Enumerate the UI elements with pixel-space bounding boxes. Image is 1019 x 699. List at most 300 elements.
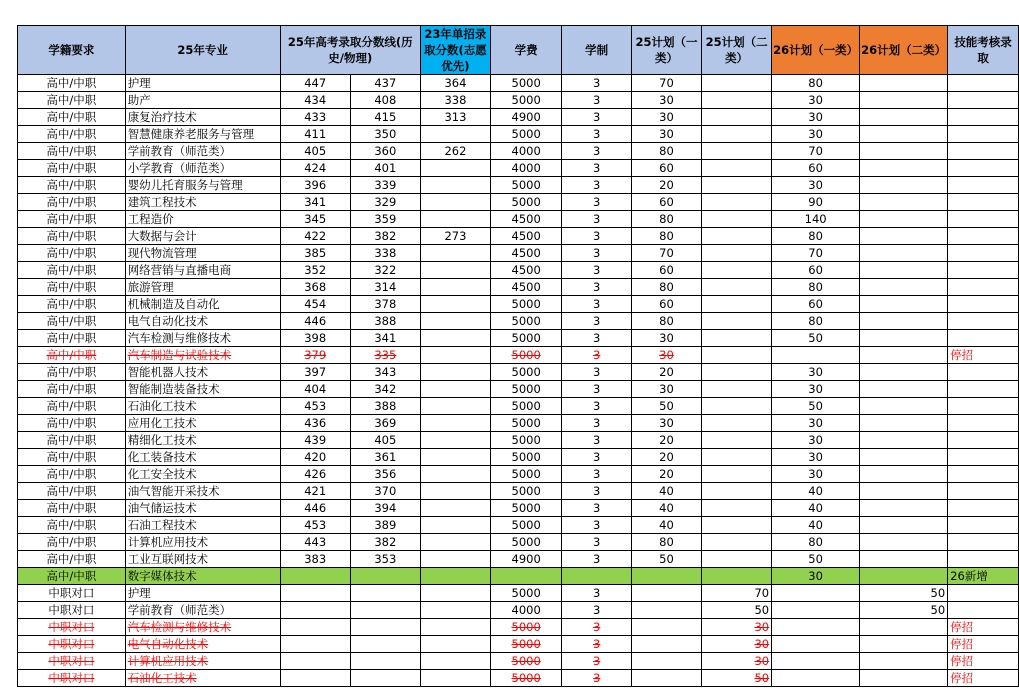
cell-skill-note[interactable] [948,551,1019,568]
cell-plan25-1[interactable]: 80 [631,228,701,245]
cell-skill-note[interactable] [948,296,1019,313]
cell-requirement[interactable]: 中职对口 [18,585,126,602]
cell-score-history[interactable]: 385 [280,245,350,262]
cell-score-physics[interactable]: 314 [350,279,420,296]
cell-major[interactable]: 应用化工技术 [125,415,280,432]
cell-major[interactable]: 汽车制造与试验技术 [125,347,280,364]
cell-duration[interactable]: 3 [562,364,632,381]
cell-score-history[interactable]: 396 [280,177,350,194]
cell-major[interactable]: 现代物流管理 [125,245,280,262]
cell-score-history[interactable]: 446 [280,500,350,517]
cell-plan26-2[interactable] [860,177,948,194]
cell-plan26-2[interactable] [860,160,948,177]
cell-plan26-1[interactable] [772,653,860,670]
cell-single-recruit[interactable]: 364 [420,75,490,92]
cell-plan26-1[interactable] [772,585,860,602]
cell-plan26-1[interactable] [772,636,860,653]
cell-score-physics[interactable]: 437 [350,75,420,92]
cell-plan26-2[interactable] [860,364,948,381]
cell-score-physics[interactable]: 361 [350,449,420,466]
cell-skill-note[interactable]: 停招 [948,636,1019,653]
cell-plan26-2[interactable] [860,517,948,534]
cell-duration[interactable]: 3 [562,653,632,670]
cell-tuition[interactable]: 4500 [490,211,561,228]
cell-plan26-1[interactable]: 60 [772,262,860,279]
cell-plan26-2[interactable] [860,483,948,500]
cell-plan26-1[interactable]: 80 [772,534,860,551]
cell-score-physics[interactable]: 382 [350,534,420,551]
cell-major[interactable]: 旅游管理 [125,279,280,296]
cell-tuition[interactable]: 5000 [490,619,561,636]
cell-major[interactable]: 智慧健康养老服务与管理 [125,126,280,143]
cell-skill-note[interactable] [948,194,1019,211]
cell-major[interactable]: 计算机应用技术 [125,653,280,670]
cell-plan25-1[interactable]: 50 [631,551,701,568]
cell-major[interactable]: 汽车检测与维修技术 [125,330,280,347]
cell-tuition[interactable]: 5000 [490,466,561,483]
cell-score-history[interactable] [280,670,350,687]
cell-tuition[interactable]: 5000 [490,415,561,432]
cell-score-history[interactable]: 433 [280,109,350,126]
cell-score-history[interactable]: 421 [280,483,350,500]
cell-plan25-2[interactable] [702,449,772,466]
cell-tuition[interactable]: 5000 [490,126,561,143]
cell-plan26-1[interactable]: 40 [772,517,860,534]
cell-score-physics[interactable]: 339 [350,177,420,194]
cell-plan25-2[interactable] [702,92,772,109]
cell-plan26-1[interactable] [772,670,860,687]
cell-score-physics[interactable]: 343 [350,364,420,381]
cell-duration[interactable]: 3 [562,143,632,160]
cell-score-physics[interactable]: 342 [350,381,420,398]
cell-requirement[interactable]: 高中/中职 [18,296,126,313]
cell-major[interactable]: 护理 [125,585,280,602]
cell-score-history[interactable]: 426 [280,466,350,483]
cell-duration[interactable]: 3 [562,177,632,194]
cell-plan25-1[interactable]: 20 [631,466,701,483]
cell-plan26-2[interactable] [860,75,948,92]
cell-score-history[interactable]: 379 [280,347,350,364]
cell-plan26-1[interactable]: 30 [772,415,860,432]
cell-plan26-2[interactable] [860,534,948,551]
cell-requirement[interactable]: 高中/中职 [18,568,126,585]
cell-plan25-1[interactable]: 60 [631,262,701,279]
cell-single-recruit[interactable] [420,194,490,211]
cell-plan25-1[interactable]: 20 [631,449,701,466]
cell-plan26-2[interactable] [860,245,948,262]
cell-plan26-2[interactable] [860,109,948,126]
cell-plan25-1[interactable]: 20 [631,364,701,381]
cell-duration[interactable]: 3 [562,432,632,449]
header-student-requirement[interactable]: 学籍要求 [18,26,126,75]
cell-plan26-2[interactable] [860,636,948,653]
cell-plan25-1[interactable]: 30 [631,347,701,364]
cell-requirement[interactable]: 高中/中职 [18,92,126,109]
cell-major[interactable]: 智能机器人技术 [125,364,280,381]
cell-plan25-1[interactable]: 60 [631,160,701,177]
cell-score-history[interactable] [280,585,350,602]
cell-requirement[interactable]: 高中/中职 [18,483,126,500]
cell-plan25-1[interactable]: 20 [631,177,701,194]
cell-tuition[interactable]: 4500 [490,262,561,279]
cell-plan25-2[interactable] [702,330,772,347]
cell-plan26-1[interactable]: 50 [772,398,860,415]
cell-plan25-1[interactable]: 30 [631,126,701,143]
cell-single-recruit[interactable] [420,432,490,449]
cell-skill-note[interactable] [948,517,1019,534]
cell-duration[interactable]: 3 [562,670,632,687]
cell-plan25-2[interactable] [702,364,772,381]
cell-skill-note[interactable] [948,466,1019,483]
cell-plan25-2[interactable] [702,245,772,262]
cell-single-recruit[interactable] [420,585,490,602]
cell-plan25-2[interactable]: 30 [702,653,772,670]
cell-tuition[interactable]: 5000 [490,364,561,381]
cell-skill-note[interactable] [948,109,1019,126]
cell-major[interactable]: 大数据与会计 [125,228,280,245]
cell-duration[interactable]: 3 [562,466,632,483]
cell-plan26-2[interactable] [860,347,948,364]
cell-plan26-2[interactable] [860,551,948,568]
cell-duration[interactable]: 3 [562,92,632,109]
cell-requirement[interactable]: 高中/中职 [18,109,126,126]
cell-score-history[interactable]: 453 [280,398,350,415]
cell-major[interactable]: 石油化工技术 [125,670,280,687]
cell-single-recruit[interactable] [420,415,490,432]
cell-requirement[interactable]: 高中/中职 [18,347,126,364]
cell-plan26-1[interactable]: 90 [772,194,860,211]
cell-tuition[interactable] [490,568,561,585]
cell-major[interactable]: 学前教育（师范类） [125,602,280,619]
cell-tuition[interactable]: 5000 [490,432,561,449]
cell-plan26-1[interactable]: 30 [772,381,860,398]
cell-duration[interactable]: 3 [562,551,632,568]
cell-score-history[interactable] [280,636,350,653]
cell-plan25-2[interactable] [702,415,772,432]
cell-plan26-2[interactable] [860,126,948,143]
cell-score-physics[interactable]: 382 [350,228,420,245]
cell-plan25-1[interactable] [631,653,701,670]
cell-plan25-1[interactable]: 80 [631,279,701,296]
cell-tuition[interactable]: 5000 [490,194,561,211]
cell-score-history[interactable] [280,568,350,585]
cell-single-recruit[interactable]: 338 [420,92,490,109]
cell-requirement[interactable]: 高中/中职 [18,398,126,415]
cell-single-recruit[interactable]: 273 [420,228,490,245]
cell-skill-note[interactable] [948,177,1019,194]
cell-tuition[interactable]: 4000 [490,160,561,177]
cell-requirement[interactable]: 高中/中职 [18,313,126,330]
cell-plan25-2[interactable]: 30 [702,636,772,653]
cell-skill-note[interactable]: 26新增 [948,568,1019,585]
cell-plan26-1[interactable]: 70 [772,245,860,262]
cell-tuition[interactable]: 5000 [490,75,561,92]
cell-requirement[interactable]: 高中/中职 [18,228,126,245]
cell-skill-note[interactable] [948,398,1019,415]
cell-single-recruit[interactable] [420,160,490,177]
cell-skill-note[interactable] [948,75,1019,92]
cell-tuition[interactable]: 4500 [490,279,561,296]
cell-single-recruit[interactable] [420,381,490,398]
cell-duration[interactable]: 3 [562,636,632,653]
cell-tuition[interactable]: 5000 [490,670,561,687]
cell-major[interactable]: 建筑工程技术 [125,194,280,211]
header-single-recruit-score[interactable]: 23年单招录取分数(志愿优先) [420,26,490,75]
cell-score-physics[interactable]: 378 [350,296,420,313]
cell-major[interactable]: 助产 [125,92,280,109]
cell-duration[interactable]: 3 [562,534,632,551]
cell-single-recruit[interactable] [420,653,490,670]
cell-score-history[interactable]: 352 [280,262,350,279]
cell-single-recruit[interactable] [420,670,490,687]
cell-plan25-2[interactable] [702,296,772,313]
cell-score-physics[interactable]: 322 [350,262,420,279]
cell-plan25-2[interactable] [702,466,772,483]
cell-duration[interactable] [562,568,632,585]
cell-single-recruit[interactable] [420,619,490,636]
cell-plan25-1[interactable]: 30 [631,330,701,347]
cell-duration[interactable]: 3 [562,109,632,126]
cell-duration[interactable]: 3 [562,585,632,602]
cell-plan25-1[interactable]: 80 [631,143,701,160]
cell-requirement[interactable]: 中职对口 [18,602,126,619]
cell-score-physics[interactable]: 359 [350,211,420,228]
cell-score-history[interactable]: 411 [280,126,350,143]
cell-skill-note[interactable] [948,279,1019,296]
cell-plan26-2[interactable] [860,279,948,296]
cell-plan25-2[interactable] [702,381,772,398]
cell-major[interactable]: 石油工程技术 [125,517,280,534]
cell-major[interactable]: 油气智能开采技术 [125,483,280,500]
cell-requirement[interactable]: 中职对口 [18,619,126,636]
cell-single-recruit[interactable] [420,262,490,279]
cell-plan25-2[interactable] [702,398,772,415]
cell-plan25-1[interactable]: 30 [631,381,701,398]
cell-score-history[interactable]: 439 [280,432,350,449]
cell-tuition[interactable]: 5000 [490,398,561,415]
cell-plan26-1[interactable]: 30 [772,177,860,194]
cell-plan26-1[interactable]: 80 [772,75,860,92]
cell-plan26-2[interactable] [860,500,948,517]
header-plan25-class1[interactable]: 25计划（一类） [631,26,701,75]
cell-plan26-1[interactable]: 30 [772,466,860,483]
header-duration[interactable]: 学制 [562,26,632,75]
cell-plan25-1[interactable]: 40 [631,500,701,517]
cell-skill-note[interactable] [948,432,1019,449]
cell-requirement[interactable]: 高中/中职 [18,364,126,381]
cell-plan25-1[interactable]: 60 [631,296,701,313]
cell-skill-note[interactable] [948,228,1019,245]
cell-tuition[interactable]: 4900 [490,551,561,568]
cell-single-recruit[interactable] [420,296,490,313]
cell-score-physics[interactable]: 370 [350,483,420,500]
cell-skill-note[interactable] [948,143,1019,160]
cell-major[interactable]: 智能制造装备技术 [125,381,280,398]
cell-single-recruit[interactable]: 262 [420,143,490,160]
cell-plan26-1[interactable]: 40 [772,500,860,517]
cell-plan25-2[interactable] [702,143,772,160]
cell-tuition[interactable]: 5000 [490,347,561,364]
cell-score-physics[interactable] [350,670,420,687]
cell-plan26-1[interactable]: 140 [772,211,860,228]
cell-major[interactable]: 计算机应用技术 [125,534,280,551]
cell-skill-note[interactable]: 停招 [948,619,1019,636]
cell-plan25-1[interactable] [631,602,701,619]
cell-requirement[interactable]: 高中/中职 [18,211,126,228]
cell-score-physics[interactable]: 401 [350,160,420,177]
cell-score-history[interactable]: 447 [280,75,350,92]
cell-score-physics[interactable]: 360 [350,143,420,160]
cell-score-history[interactable]: 443 [280,534,350,551]
cell-plan26-2[interactable] [860,262,948,279]
cell-major[interactable]: 学前教育（师范类） [125,143,280,160]
cell-requirement[interactable]: 高中/中职 [18,466,126,483]
cell-single-recruit[interactable] [420,449,490,466]
cell-skill-note[interactable]: 停招 [948,653,1019,670]
cell-skill-note[interactable]: 停招 [948,670,1019,687]
cell-duration[interactable]: 3 [562,415,632,432]
cell-plan26-1[interactable]: 80 [772,313,860,330]
cell-plan26-2[interactable] [860,313,948,330]
cell-plan26-2[interactable] [860,330,948,347]
cell-score-physics[interactable]: 329 [350,194,420,211]
cell-major[interactable]: 数字媒体技术 [125,568,280,585]
cell-major[interactable]: 小学教育（师范类） [125,160,280,177]
cell-plan25-1[interactable] [631,619,701,636]
cell-duration[interactable]: 3 [562,347,632,364]
cell-plan25-2[interactable] [702,534,772,551]
cell-plan26-2[interactable] [860,653,948,670]
cell-plan26-1[interactable]: 30 [772,449,860,466]
cell-tuition[interactable]: 5000 [490,381,561,398]
cell-single-recruit[interactable]: 313 [420,109,490,126]
cell-single-recruit[interactable] [420,636,490,653]
cell-score-physics[interactable]: 338 [350,245,420,262]
cell-requirement[interactable]: 高中/中职 [18,279,126,296]
cell-score-history[interactable]: 405 [280,143,350,160]
cell-skill-note[interactable] [948,160,1019,177]
cell-plan26-2[interactable] [860,92,948,109]
cell-duration[interactable]: 3 [562,398,632,415]
cell-tuition[interactable]: 5000 [490,534,561,551]
cell-skill-note[interactable] [948,92,1019,109]
cell-plan26-2[interactable] [860,619,948,636]
cell-score-history[interactable] [280,602,350,619]
cell-skill-note[interactable] [948,602,1019,619]
header-plan26-class2[interactable]: 26计划（二类） [860,26,948,75]
cell-plan26-1[interactable] [772,347,860,364]
cell-requirement[interactable]: 高中/中职 [18,330,126,347]
cell-tuition[interactable]: 5000 [490,330,561,347]
cell-duration[interactable]: 3 [562,194,632,211]
cell-tuition[interactable]: 5000 [490,585,561,602]
cell-major[interactable]: 护理 [125,75,280,92]
cell-score-physics[interactable]: 369 [350,415,420,432]
cell-major[interactable]: 网络营销与直播电商 [125,262,280,279]
cell-skill-note[interactable] [948,126,1019,143]
cell-plan26-1[interactable]: 60 [772,160,860,177]
cell-plan25-2[interactable] [702,75,772,92]
cell-plan26-2[interactable]: 50 [860,585,948,602]
cell-plan25-1[interactable] [631,636,701,653]
cell-plan26-2[interactable] [860,432,948,449]
cell-plan25-1[interactable]: 30 [631,109,701,126]
cell-requirement[interactable]: 高中/中职 [18,160,126,177]
cell-score-physics[interactable] [350,602,420,619]
cell-plan25-2[interactable] [702,194,772,211]
cell-duration[interactable]: 3 [562,500,632,517]
cell-plan25-1[interactable]: 70 [631,75,701,92]
cell-score-history[interactable]: 345 [280,211,350,228]
cell-plan26-2[interactable] [860,670,948,687]
cell-score-history[interactable]: 341 [280,194,350,211]
cell-plan25-2[interactable] [702,517,772,534]
cell-plan26-1[interactable] [772,602,860,619]
cell-requirement[interactable]: 高中/中职 [18,245,126,262]
header-tuition[interactable]: 学费 [490,26,561,75]
cell-score-physics[interactable]: 394 [350,500,420,517]
cell-major[interactable]: 化工装备技术 [125,449,280,466]
cell-duration[interactable]: 3 [562,75,632,92]
cell-score-physics[interactable]: 353 [350,551,420,568]
cell-plan26-1[interactable]: 50 [772,330,860,347]
cell-plan25-2[interactable]: 70 [702,585,772,602]
cell-plan26-1[interactable] [772,619,860,636]
cell-requirement[interactable]: 高中/中职 [18,194,126,211]
cell-requirement[interactable]: 高中/中职 [18,415,126,432]
cell-plan25-1[interactable]: 40 [631,483,701,500]
cell-skill-note[interactable] [948,330,1019,347]
cell-score-history[interactable]: 398 [280,330,350,347]
cell-tuition[interactable]: 5000 [490,296,561,313]
cell-duration[interactable]: 3 [562,330,632,347]
cell-plan26-1[interactable]: 30 [772,126,860,143]
cell-requirement[interactable]: 高中/中职 [18,534,126,551]
cell-score-physics[interactable]: 408 [350,92,420,109]
cell-plan26-2[interactable] [860,449,948,466]
cell-duration[interactable]: 3 [562,381,632,398]
cell-score-history[interactable]: 420 [280,449,350,466]
cell-tuition[interactable]: 5000 [490,313,561,330]
cell-tuition[interactable]: 5000 [490,500,561,517]
cell-skill-note[interactable] [948,381,1019,398]
cell-plan25-1[interactable]: 30 [631,415,701,432]
cell-score-physics[interactable]: 389 [350,517,420,534]
cell-score-physics[interactable]: 341 [350,330,420,347]
cell-plan26-2[interactable] [860,398,948,415]
header-plan26-class1[interactable]: 26计划（一类） [772,26,860,75]
cell-single-recruit[interactable] [420,126,490,143]
cell-single-recruit[interactable] [420,534,490,551]
cell-plan26-2[interactable] [860,143,948,160]
cell-duration[interactable]: 3 [562,483,632,500]
cell-plan25-2[interactable] [702,279,772,296]
cell-single-recruit[interactable] [420,551,490,568]
cell-plan26-1[interactable]: 80 [772,279,860,296]
cell-plan26-1[interactable]: 30 [772,364,860,381]
cell-duration[interactable]: 3 [562,296,632,313]
cell-plan26-1[interactable]: 80 [772,228,860,245]
cell-plan26-2[interactable] [860,228,948,245]
cell-requirement[interactable]: 高中/中职 [18,75,126,92]
cell-requirement[interactable]: 高中/中职 [18,449,126,466]
cell-score-history[interactable]: 368 [280,279,350,296]
cell-plan25-2[interactable] [702,347,772,364]
cell-plan25-2[interactable] [702,262,772,279]
cell-score-physics[interactable]: 356 [350,466,420,483]
cell-plan25-2[interactable]: 50 [702,602,772,619]
cell-score-history[interactable]: 453 [280,517,350,534]
